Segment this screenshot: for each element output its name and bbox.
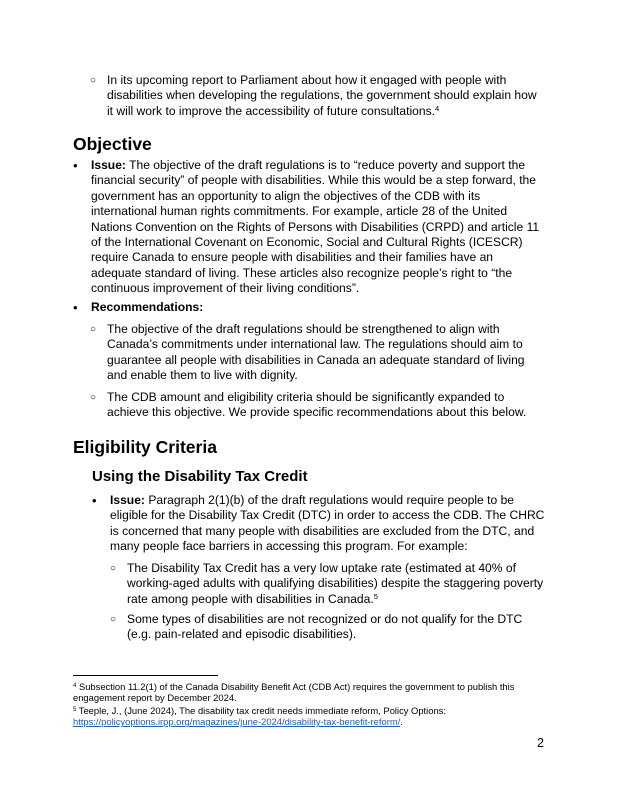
objective-issue-text: The objective of the draft regulations is to “reduce poverty and support the financial security” of people with disabilities. While this would be a step forward, the government has an opportunity to align the objectives of the CDB with its international human rights commitments. For example, article 28 of the United Nations Convention on the Rights of Persons with Disabilities (CRPD) and article 11 of the International Covenant on Economic, Social and Cultural Rights (ICESCR) require Canada to ensure people with disabilities and their families have an adequate standard of living. These articles also recognize people’s right to “the continuous improvement of their living conditions”.	[91, 158, 540, 296]
eligibility-issue-text: Paragraph 2(1)(b) of the draft regulations would require people to be eligible for the Disability Tax Credit (DTC) in order to access the CDB. The CHRC is concerned that many people with disabilities are excluded from the DTC, and many people face barriers in accessing this program. For example:	[110, 493, 545, 554]
footnote-text: Teeple, J., (June 2024), The disability tax credit needs immediate reform, Policy Options:	[76, 705, 446, 716]
consultation-report-item	[90, 73, 545, 119]
recommendation-item	[90, 322, 545, 384]
policy-options-link[interactable]: https://policyoptions.irpp.org/magazines/june-2024/disability-tax-benefit-reform/	[73, 716, 401, 728]
objective-heading: Objective	[73, 134, 152, 154]
recommendation-text: The objective of the draft regulations should be strengthened to align with Canada’s commitments under international law. The regulations should aim to guarantee all people with disabilities in Canada an adequate standard of living and enable them to live with dignity.	[107, 322, 525, 383]
recommendations-label: Recommendations:	[91, 300, 204, 314]
circle-bullet-icon: ○	[90, 75, 97, 86]
footnote-ref-4[interactable]: 4	[435, 103, 440, 113]
footnote-text: Subsection 11.2(1) of the Canada Disability Benefit Act (CDB Act) requires the government to publish this engagement report by December 2024.	[73, 681, 515, 704]
footnote-number: 5	[73, 707, 77, 713]
consultation-report-text: In its upcoming report to Parliament about how it engaged with people with disabilities when developing the regulations, the government should explain how it will work to improve the accessibility of future consultations.	[107, 73, 537, 118]
circle-bullet-icon: ○	[90, 324, 97, 335]
eligibility-issue-item	[92, 493, 547, 555]
footnote-separator	[73, 675, 218, 676]
footnote-5	[73, 705, 553, 727]
recommendation-text: The CDB amount and eligibility criteria should be significantly expanded to achieve this objective. We provide specific recommendations about this below.	[107, 390, 527, 420]
dtc-example-text: The Disability Tax Credit has a very low uptake rate (estimated at 40% of working-aged adults with qualifying disabilities) despite the staggering poverty rate among people with disabilities in Canada.	[127, 561, 544, 606]
bullet-icon: •	[73, 300, 78, 315]
eligibility-heading: Eligibility Criteria	[73, 437, 217, 457]
recommendation-item	[90, 390, 545, 421]
circle-bullet-icon: ○	[90, 392, 97, 403]
issue-label: Issue:	[91, 158, 126, 172]
dtc-example-item	[110, 612, 547, 643]
circle-bullet-icon: ○	[110, 563, 117, 574]
bullet-icon: •	[73, 158, 78, 173]
issue-label: Issue:	[110, 493, 145, 507]
page-number: 2	[537, 736, 544, 750]
dtc-subheading: Using the Disability Tax Credit	[92, 468, 308, 485]
footnote-number: 4	[73, 683, 77, 689]
bullet-icon: •	[92, 493, 97, 508]
footnote-period: .	[400, 716, 403, 728]
recommendations-item	[73, 300, 545, 315]
circle-bullet-icon: ○	[110, 614, 117, 625]
dtc-example-item	[110, 561, 547, 607]
dtc-example-text: Some types of disabilities are not recognized or do not qualify for the DTC (e.g. pain-related and episodic disabilities).	[127, 612, 523, 642]
footnote-ref-5[interactable]: 5	[373, 591, 378, 601]
objective-issue-item	[73, 158, 545, 297]
footnote-4	[73, 681, 553, 703]
